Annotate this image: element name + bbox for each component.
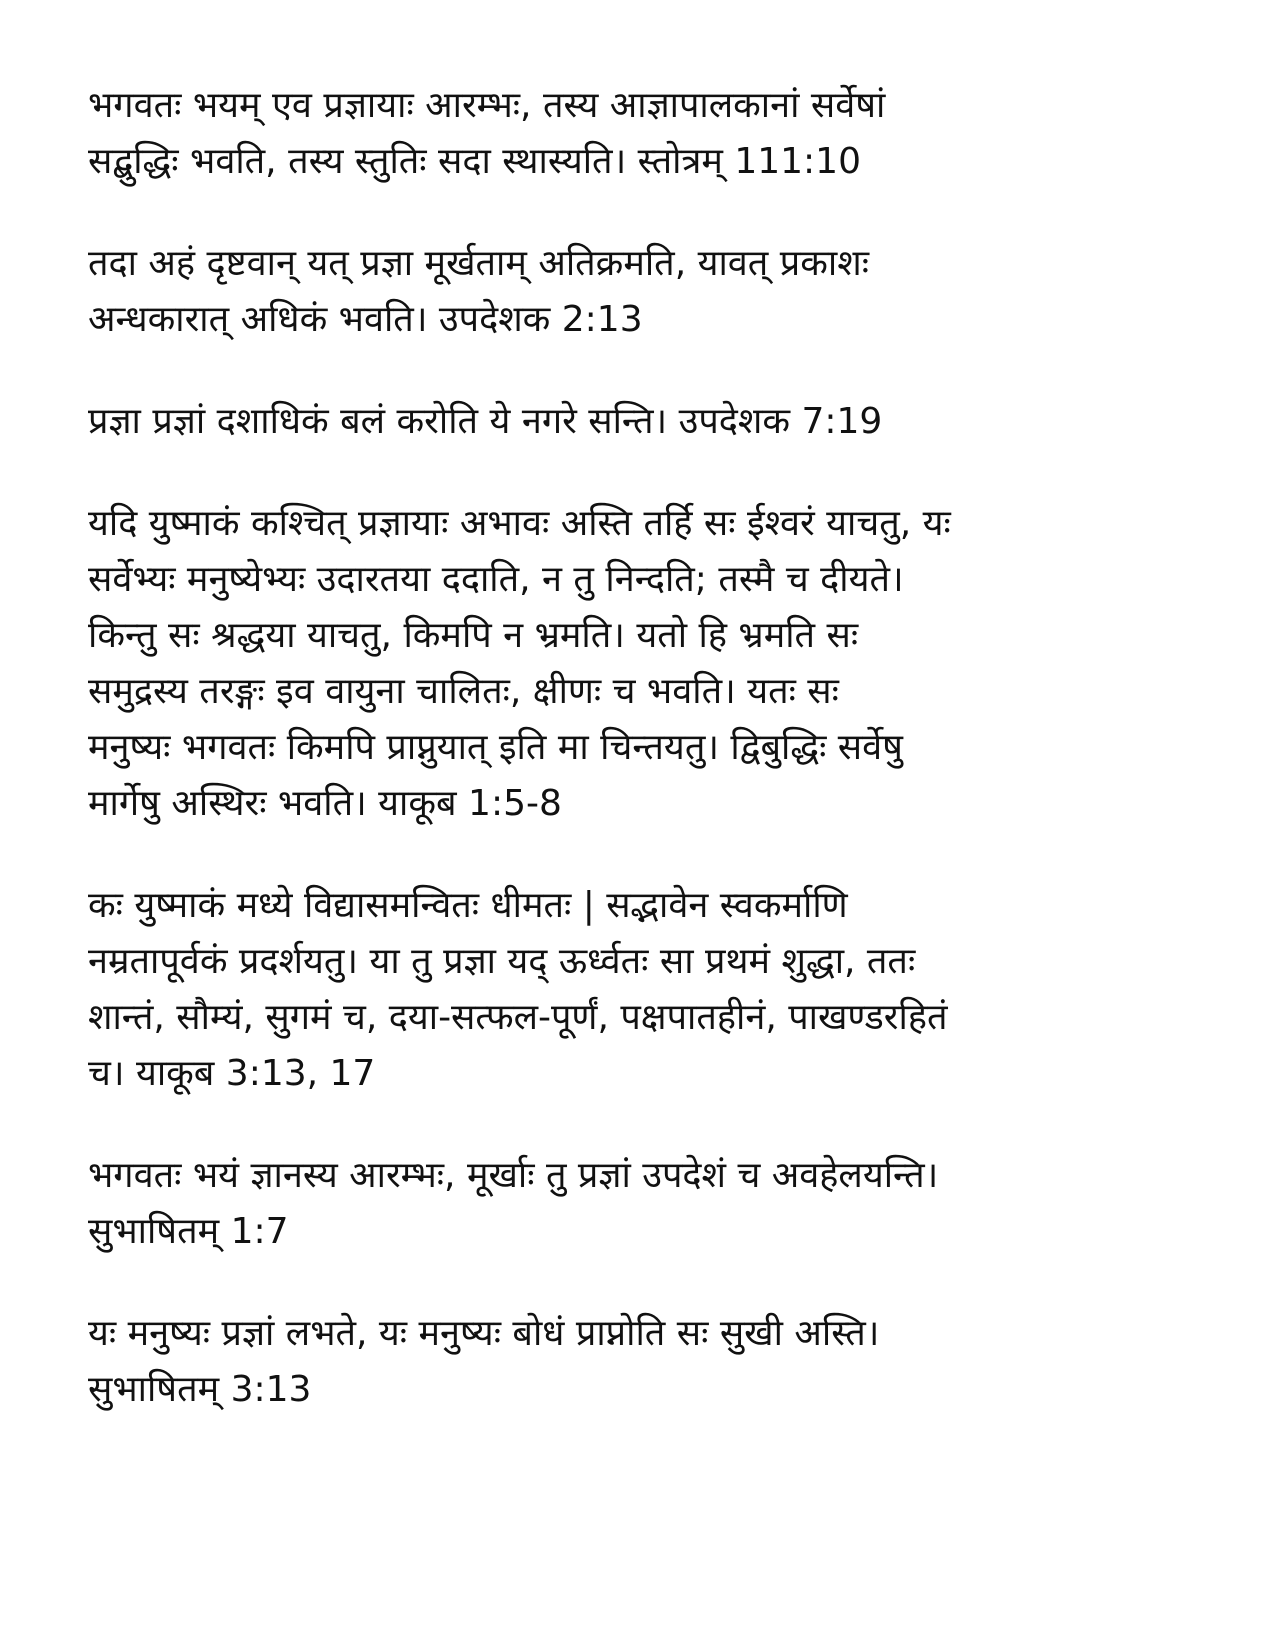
verse-line: भगवतः भयम् एव प्रज्ञायाः आरम्भः, तस्य आज्ञापालकानां सर्वेषां — [88, 85, 886, 126]
verse-6 — [88, 1148, 1219, 1260]
verse-line: मार्गेषु अस्थिरः भवति। याकूब 1:5-8 — [88, 783, 562, 824]
verse-line: प्रज्ञा प्रज्ञां दशाधिकं बलं करोति ये नगरे सन्ति। उपदेशक 7:19 — [88, 401, 883, 442]
verse-5 — [88, 878, 1219, 1102]
verse-line: समुद्रस्य तरङ्गः इव वायुना चालितः, क्षीणः च भवति। यतः सः — [88, 671, 839, 712]
verse-line: सुभाषितम् 3:13 — [88, 1369, 312, 1410]
verse-line: सद्बुद्धिः भवति, तस्य स्तुतिः सदा स्थास्यति। स्तोत्रम् 111:10 — [88, 141, 861, 182]
verse-line: मनुष्यः भगवतः किमपि प्राप्नुयात् इति मा चिन्तयतु। द्विबुद्धिः सर्वेषु — [88, 727, 903, 768]
verse-line: अन्धकारात् अधिकं भवति। उपदेशक 2:13 — [88, 299, 643, 340]
verse-line: शान्तं, सौम्यं, सुगमं च, दया-सत्फल-पूर्णं, पक्षपातहीनं, पाखण्डरहितं — [88, 997, 948, 1038]
verse-line: सुभाषितम् 1:7 — [88, 1211, 289, 1252]
verse-line: सर्वेभ्यः मनुष्येभ्यः उदारतया ददाति, न तु निन्दति; तस्मै च दीयते। — [88, 559, 904, 600]
verse-4 — [88, 496, 1219, 832]
verse-line: नम्रतापूर्वकं प्रदर्शयतु। या तु प्रज्ञा यद् ऊर्ध्वतः सा प्रथमं शुद्धा, ततः — [88, 941, 916, 982]
verse-2 — [88, 236, 1219, 348]
verse-3 — [88, 394, 1219, 450]
verse-line: तदा अहं दृष्टवान् यत् प्रज्ञा मूर्खताम् अतिक्रमति, यावत् प्रकाशः — [88, 243, 869, 284]
verse-line: कः युष्माकं मध्ये विद्यासमन्वितः धीमतः | सद्भावेन स्वकर्माणि — [88, 885, 848, 926]
verse-line: यः मनुष्यः प्रज्ञां लभते, यः मनुष्यः बोधं प्राप्नोति सः सुखी अस्ति। — [88, 1313, 880, 1354]
verse-line: भगवतः भयं ज्ञानस्य आरम्भः, मूर्खाः तु प्रज्ञां उपदेशं च अवहेलयन्ति। — [88, 1155, 939, 1196]
verse-1 — [88, 78, 1219, 190]
verse-line: किन्तु सः श्रद्धया याचतु, किमपि न भ्रमति। यतो हि भ्रमति सः — [88, 615, 859, 656]
verse-7 — [88, 1306, 1219, 1418]
verse-line: च। याकूब 3:13, 17 — [88, 1053, 376, 1094]
verse-line: यदि युष्माकं कश्चित् प्रज्ञायाः अभावः अस्ति तर्हि सः ईश्वरं याचतु, यः — [88, 503, 951, 544]
